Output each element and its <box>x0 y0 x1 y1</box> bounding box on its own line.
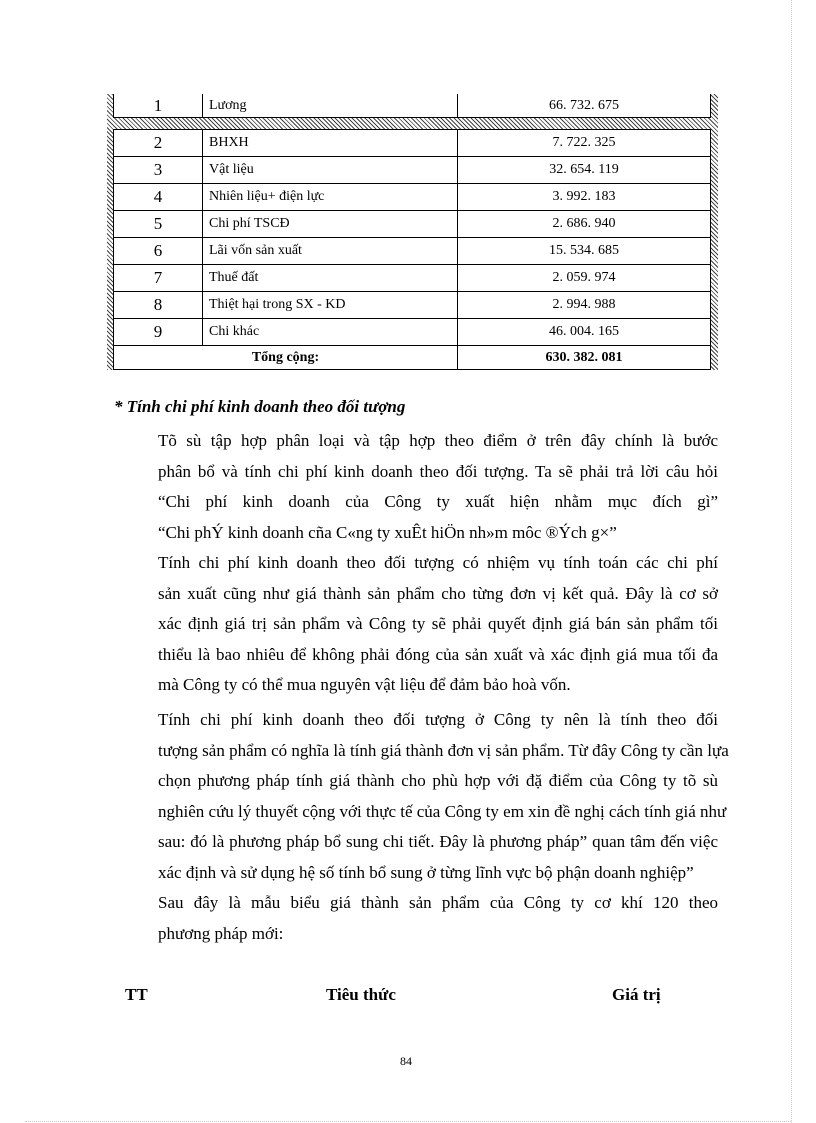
row-value: 3. 992. 183 <box>458 184 711 211</box>
total-value: 630. 382. 081 <box>458 346 711 370</box>
column-header-tt: TT <box>125 985 148 1004</box>
row-value: 2. 686. 940 <box>458 211 711 238</box>
section-heading: * Tính chi phí kinh doanh theo đối tượng <box>114 397 406 416</box>
row-number: 7 <box>114 265 203 292</box>
paragraph-line: Tính chi phí kinh doanh theo đối tượng ở Công ty nên là tính theo đối <box>158 710 718 729</box>
row-number: 9 <box>114 319 203 346</box>
paragraph-3 <box>108 705 729 888</box>
row-item: Thuế đất <box>203 265 458 292</box>
row-number: 1 <box>114 94 203 118</box>
paragraph-line: mà Công ty có thể mua nguyên vật liệu để đảm bảo hoà vốn. <box>158 675 571 694</box>
page-edge-right <box>791 0 792 1123</box>
row-item: Nhiên liệu+ điện lực <box>203 184 458 211</box>
cost-table-body <box>114 130 711 346</box>
table-row <box>114 292 711 319</box>
paragraph-line: Tính chi phí kinh doanh theo đối tượng có nhiệm vụ tính toán các chi phí <box>158 553 718 572</box>
table-row <box>114 211 711 238</box>
table-row <box>114 265 711 292</box>
cost-table-top <box>113 94 711 118</box>
row-value: 32. 654. 119 <box>458 157 711 184</box>
row-item: BHXH <box>203 130 458 157</box>
row-number: 3 <box>114 157 203 184</box>
row-number: 8 <box>114 292 203 319</box>
paragraph-4 <box>108 888 718 949</box>
row-value: 2. 994. 988 <box>458 292 711 319</box>
table-row <box>114 319 711 346</box>
table-row <box>114 238 711 265</box>
paragraph-line: sản xuất cũng như giá thành sản phẩm cho từng đơn vị kết quả. Đây là cơ sở <box>158 583 718 603</box>
table-row <box>114 94 711 118</box>
page-edge-bottom <box>25 1121 791 1122</box>
row-item: Lương <box>203 94 458 118</box>
row-number: 2 <box>114 130 203 157</box>
paragraph-line: xác định giá trị sản phẩm và Công ty sẽ phải quyết định giá bán sản phẩm tối <box>158 614 718 633</box>
table-row <box>114 157 711 184</box>
paragraph-line: sau: đó là phương pháp bổ sung chi tiết. Đây là phương pháp” quan tâm đến việc <box>158 832 718 851</box>
paragraph-1 <box>108 426 718 548</box>
total-row <box>114 346 711 370</box>
page-number: 84 <box>400 1054 412 1068</box>
row-item: Chi khác <box>203 319 458 346</box>
paragraph-line: “Chi phí kinh doanh của Công ty xuất hiện nhằm mục đích gì” <box>158 492 718 511</box>
cost-table <box>113 129 711 370</box>
paragraph-line: phương pháp mới: <box>158 923 284 943</box>
row-number: 6 <box>114 238 203 265</box>
row-item: Vật liệu <box>203 157 458 184</box>
paragraph-line: xác định và sử dụng hệ số tính bổ sung ở từng lĩnh vực bộ phận doanh nghiệp” <box>158 862 694 882</box>
row-number: 4 <box>114 184 203 211</box>
row-value: 15. 534. 685 <box>458 238 711 265</box>
paragraph-line: phân bổ và tính chi phí kinh doanh theo đối tượng. Ta sẽ phải trả lời câu hỏi <box>158 461 718 481</box>
paragraph-line: chọn phương pháp tính giá thành cho phù hợp với đặ điểm của Công ty tõ sù <box>158 771 718 790</box>
total-label: Tổng cộng: <box>114 346 458 370</box>
paragraph-line: “Chi phÝ kinh doanh cña C«ng ty xuÊt hiÖn nh»m môc ®Ých g×” <box>158 522 617 542</box>
paragraph-line: Tõ sù tập hợp phân loại và tập hợp theo điểm ở trên đây chính là bước <box>158 431 718 450</box>
paragraph-line: tượng sản phẩm có nghĩa là tính giá thành đơn vị sản phẩm. Từ đây Công ty cần lựa <box>158 740 729 760</box>
paragraph-line: Sau đây là mẫu biểu giá thành sản phẩm của Công ty cơ khí 120 theo <box>158 893 718 912</box>
paragraph-line: thiểu là bao nhiêu để không phải đóng của sản xuất và xác định giá mua tối đa <box>158 644 718 664</box>
table-row <box>114 130 711 157</box>
row-item: Chi phí TSCĐ <box>203 211 458 238</box>
paragraph-2 <box>108 548 718 701</box>
row-value: 66. 732. 675 <box>458 94 711 118</box>
row-value: 2. 059. 974 <box>458 265 711 292</box>
paragraph-line: nghiên cứu lý thuyết cộng với thực tế của Công ty em xin đề nghị cách tính giá như <box>158 801 727 821</box>
table-row <box>114 184 711 211</box>
row-value: 46. 004. 165 <box>458 319 711 346</box>
row-value: 7. 722. 325 <box>458 130 711 157</box>
column-header-criteria: Tiêu thức <box>326 985 396 1004</box>
row-number: 5 <box>114 211 203 238</box>
column-header-value: Giá trị <box>612 985 661 1004</box>
row-item: Thiệt hại trong SX - KD <box>203 292 458 319</box>
row-item: Lãi vốn sản xuất <box>203 238 458 265</box>
